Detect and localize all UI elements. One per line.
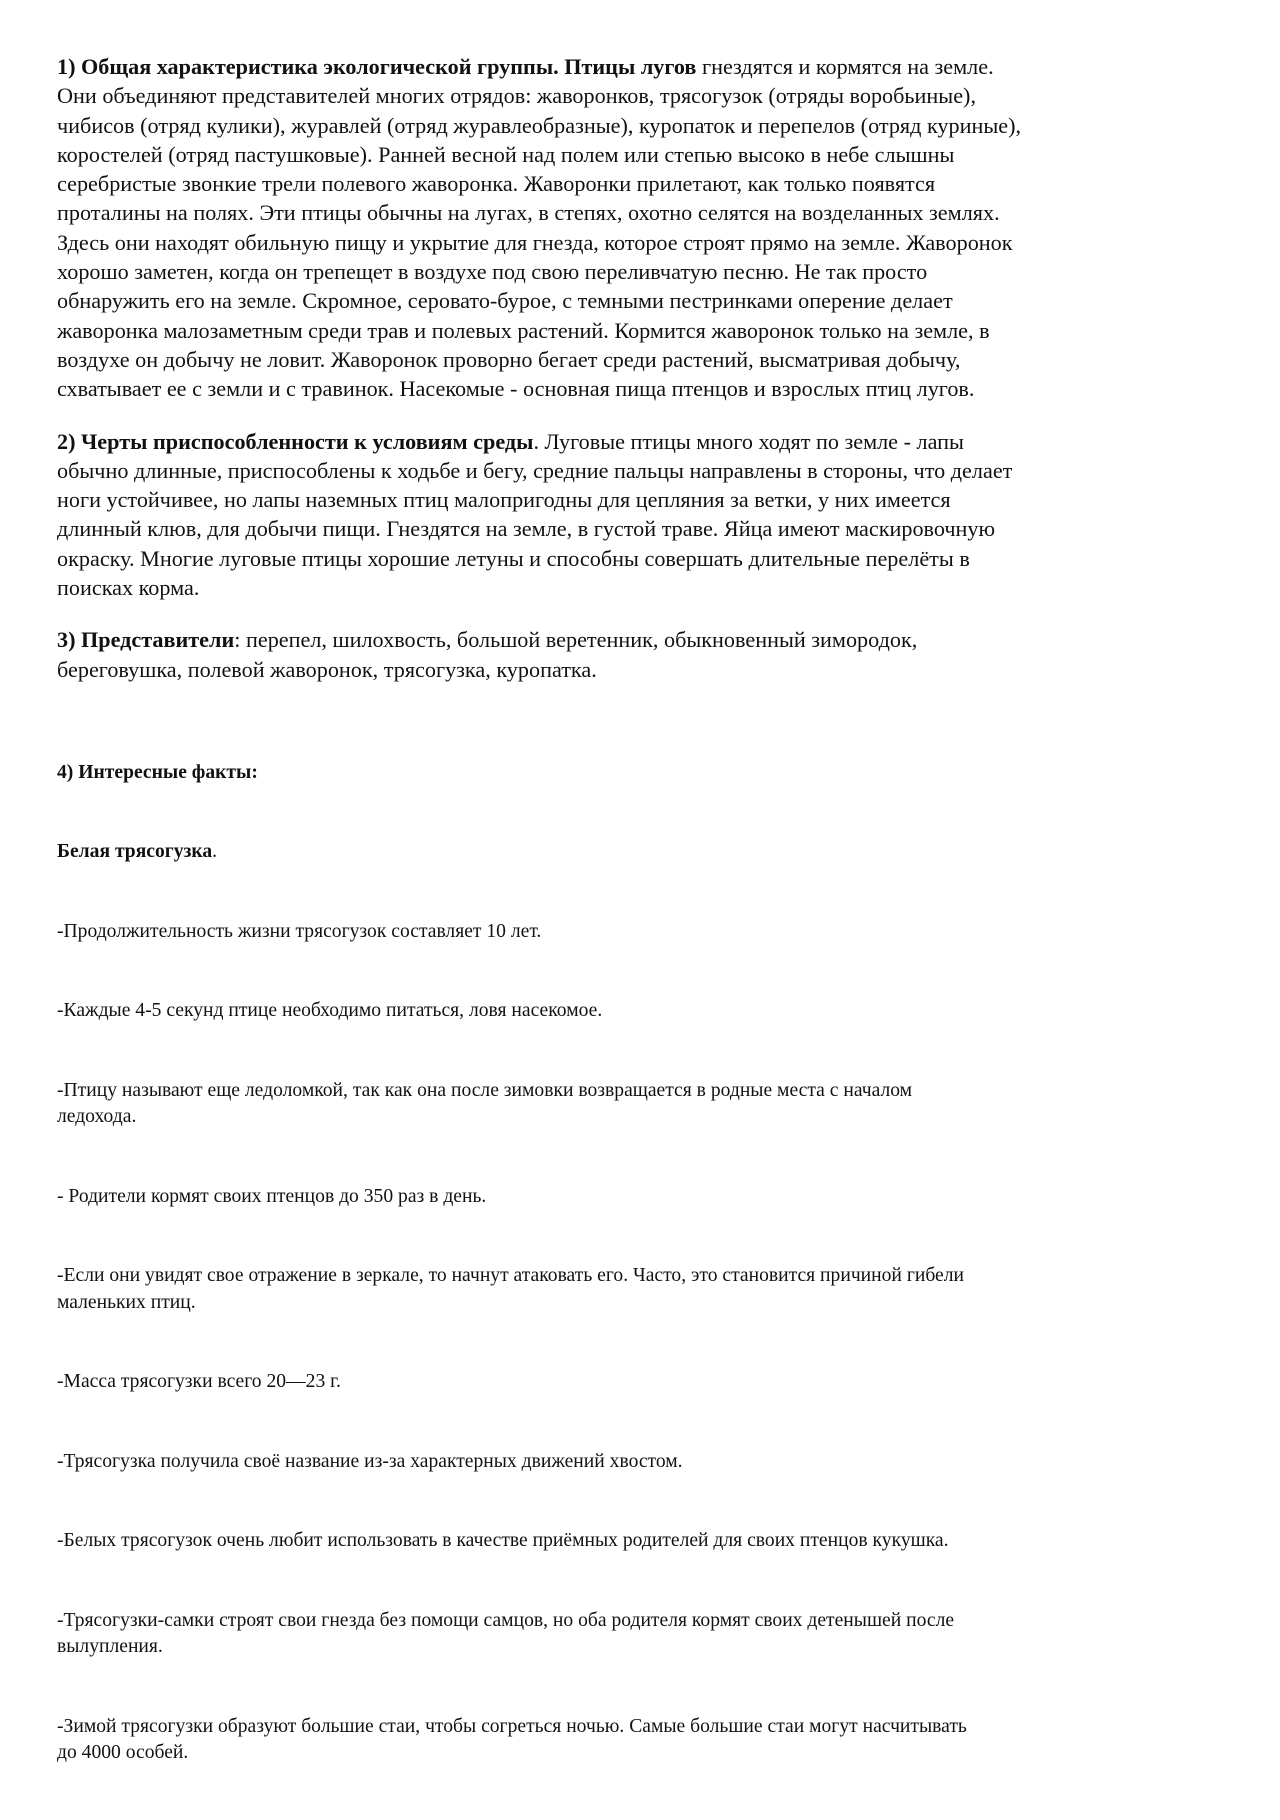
- fact-item: -Если они увидят свое отражение в зеркале, то начнут атаковать его. Часто, это становится причиной гибели маленьких птиц.: [57, 1265, 965, 1313]
- fact-subheading-line: [57, 839, 1200, 866]
- section-4-subheading-suffix: .: [212, 841, 218, 863]
- fact-item: -Зимой трясогузки образуют большие стаи, чтобы согреться ночью. Самые большие стаи могут насчитывать до 4000 особей.: [57, 1715, 967, 1764]
- section-4-heading: 4) Интересные факты:: [57, 761, 258, 783]
- section-general-characteristics: [57, 52, 1200, 404]
- fact-item: -Белых трясогузок очень любит использовать в качестве приёмных родителей для своих птенцов кукушка.: [57, 1530, 949, 1552]
- section-representatives: [57, 625, 1200, 684]
- fact-item: -Каждые 4-5 секунд птице необходимо питаться, ловя насекомое.: [57, 1000, 603, 1022]
- section-1-heading: 1) Общая характеристика экологической группы. Птицы лугов: [57, 54, 697, 79]
- section-adaptations: [57, 427, 1200, 603]
- fact-item: -Масса трясогузки всего 20—23 г.: [57, 1371, 341, 1393]
- fact-item: -Птицу называют еще ледоломкой, так как она после зимовки возвращается в родные места с началом ледохода.: [57, 1079, 913, 1128]
- section-4-subheading: Белая трясогузка: [57, 841, 213, 863]
- section-2-text: . Луговые птицы много ходят по земле - лапы обычно длинные, приспособлены к ходьбе и бегу, средние пальцы направлены в стороны, что делает ноги устойчивее, но лапы наземных птиц малопригодны для цепляния за ветки, у них имеется длинный клюв, для добычи пищи. Гнездятся на земле, в густой траве. Яйца имеют маскировочную окраску. Многие луговые птицы хорошие летуны и способны совершать длительные перелёты в поисках корма.: [57, 428, 1013, 601]
- section-3-text: : перепел, шилохвость, большой веретенник, обыкновенный зимородок, береговушка, полевой жаворонок, трясогузка, куропатка.: [57, 627, 918, 682]
- fact-item: -Трясогузки-самки строят свои гнезда без помощи самцов, но оба родителя кормят своих детенышей после вылупления.: [57, 1609, 955, 1658]
- fact-item: -Трясогузка получила своё название из-за характерных движений хвостом.: [57, 1450, 683, 1472]
- section-2-heading: 2) Черты приспособленности к условиям среды: [57, 428, 534, 454]
- fact-item: - Родители кормят своих птенцов до 350 раз в день.: [57, 1185, 487, 1207]
- fact-item: -Продолжительность жизни трясогузок составляет 10 лет.: [57, 920, 542, 942]
- section-interesting-facts: [57, 707, 1200, 1820]
- section-1-text: гнездятся и кормятся на земле. Они объединяют представителей многих отрядов: жаворонков, трясогузок (отряды воробьиные), чибисов (отряд кулики), журавлей (отряд журавлеобразные), куропаток и перепелов (отряд куриные), коростелей (отряд пастушковые). Ранней весной над полем или степью высоко в небе слышны серебристые звонкие трели полевого жаворонка. Жаворонки прилетают, как только появятся проталины на полях. Эти птицы обычны на лугах, в степях, охотно селятся на возделанных землях. Здесь они находят обильную пищу и укрытие для гнезда, которое строят прямо на земле. Жаворонок хорошо заметен, когда он трепещет в воздухе под свою переливчатую песню. Не так просто обнаружить его на земле. Скромное, серовато-бурое, с темными пестринками оперение делает жаворонка малозаметным среди трав и полевых растений. Кормится жаворонок только на земле, в воздухе он добычу не ловит. Жаворонок проворно бегает среди растений, высматривая добычу, схватывает ее с земли и с травинок. Насекомые - основная пища птенцов и взрослых птиц лугов.: [57, 54, 1022, 402]
- section-3-heading: 3) Представители: [57, 627, 235, 653]
